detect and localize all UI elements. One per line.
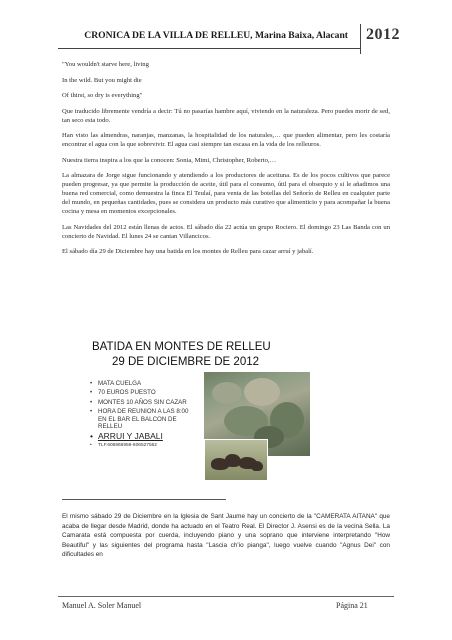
poster-item-text: MATA CUELGA: [98, 380, 142, 387]
header-year: 2012: [366, 26, 400, 43]
paragraph-navidades: Las Navidades del 2012 están llenas de actos. El sábado día 22 actúa un grupo Rociero. El domingo 23 Las Banda con un concierto de Navidad. El lunes 24 se cantan Villancicos.: [62, 223, 390, 240]
poster-item: [90, 443, 198, 449]
quote-line: "You wouldn't starve here, living: [62, 61, 149, 68]
body-text: [62, 60, 390, 263]
poster-item-text: 70 EUROS PUESTO: [98, 389, 156, 397]
poster-item-text: MONTES 10 AÑOS SIN CAZAR: [98, 398, 187, 406]
bullet-icon: •: [90, 398, 93, 406]
header-rule: [58, 48, 360, 49]
hunt-poster: [86, 336, 370, 486]
bullet-icon: •: [90, 408, 93, 416]
english-quote: [62, 60, 390, 100]
bullet-icon: •: [90, 443, 92, 449]
header-divider: [360, 24, 361, 54]
quote-line: Of thirst, so dry is everything": [62, 92, 143, 99]
paragraph-almonds: Han visto las almendras, naranjas, manzanas, la hospitalidad de los naturales,… que pueden alimentar, pero les costaría encontrar el agua con la que sobrevivir. El agua casi siempre tan escasa en la vida de los relleuros.: [62, 132, 390, 148]
poster-item: [90, 399, 198, 406]
header-title: CRONICA DE LA VILLA DE RELLEU, Marina Baixa, Alacant: [84, 30, 348, 41]
footer-rule: [58, 596, 394, 597]
bullet-icon: •: [90, 431, 93, 442]
paragraph-translation: Que traducido libremente vendría a decir: Tú no pasarías hambre aquí, viviendo en la naturaleza. Pero puedes morir de sed, tan seco esta todo.: [62, 107, 390, 124]
poster-title: BATIDA EN MONTES DE RELLEU: [92, 341, 271, 353]
section-divider: [62, 499, 226, 500]
wild-boars-photo: [204, 439, 268, 481]
paragraph-almazara: La almazara de Jorge sigue funcionando y atendiendo a los productores de aceituna. Es de los pocos cultivos que parece pueden progresar, ya que permite la producción de aceite, útil para el consumo, útil para el obsequio y si le añadimos una buena red comercial, como demuestra la finca El Teulaí, para venta de las botellas del Señorío de Relleu en cualquier parte del mundo, en pequeñas cantidades, pues se considera un producto más curativo que alimenticio y para acompañar la buena cocina y mesa en momentos excepcionales.: [62, 172, 390, 215]
paragraph-batida: El sábado día 29 de Diciembre hay una batida en los montes de Relleu para cazar arruí y jabalí.: [62, 248, 314, 255]
poster-item: [90, 380, 198, 387]
concert-paragraph: El mismo sábado 29 de Diciembre en la Iglesia de Sant Jaume hay un concierto de la "CAMERATA AITANA" que acaba de llegar desde Madrid, donde ha actuado en el Teatro Real. El Director J. Asensi es de la vecina Sella. La Camarata está compuesta por cuerda, incluyendo piano y una soprano que interviene interpretando "How Beautiful" y las siguientes del programa hasta "Lascia ch'io pianga", luego vuelve cuando "Agnus Dei" con dificultades en: [62, 513, 390, 559]
poster-item: [90, 432, 198, 441]
poster-item-text: ARRUI Y JABALI: [98, 431, 163, 442]
paragraph-inspiration: Nuestra tierra inspira a los que la conocen: Sonia, Mimi, Christopher, Roberto,…: [62, 156, 277, 164]
footer-page-number: Página 21: [336, 601, 368, 610]
poster-item-text: HORA DE REUNION A LAS 8:00 EN EL BAR EL BALCON DE RELLEU: [98, 408, 189, 431]
poster-date: 29 DE DICIEMBRE DE 2012: [112, 356, 260, 368]
page-header: [58, 20, 400, 54]
bullet-icon: •: [90, 380, 93, 387]
poster-item-text: TLF.606866958-606527562: [98, 443, 157, 449]
poster-item: [90, 389, 198, 396]
quote-line: In the wild. But you might die: [62, 76, 142, 84]
footer-author: Manuel A. Soler Manuel: [62, 601, 142, 610]
poster-list: [90, 380, 198, 451]
poster-item: [90, 408, 198, 430]
bullet-icon: •: [90, 389, 93, 397]
